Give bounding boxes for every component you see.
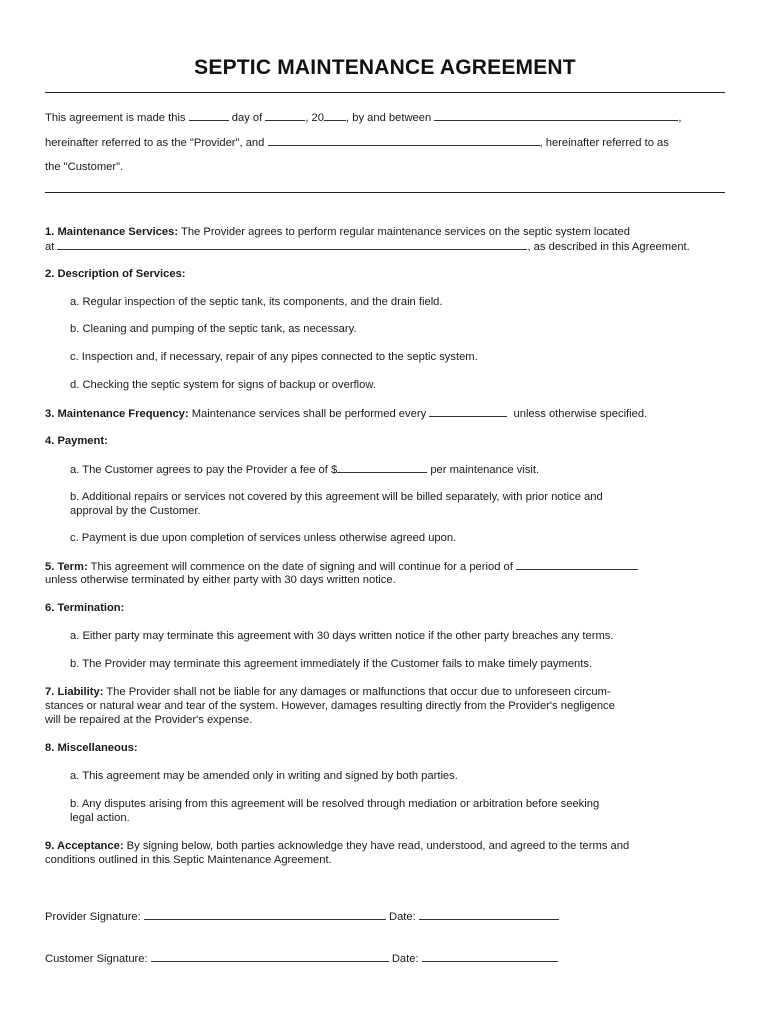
section-5-line-2: unless otherwise terminated by either party with 30 days written notice. — [45, 574, 396, 586]
provider-date-label: Date: — [389, 911, 416, 923]
section-2-item-c: c. Inspection and, if necessary, repair of any pipes connected to the septic system. — [70, 351, 478, 363]
section-2-item-a: a. Regular inspection of the septic tank, its components, and the drain field. — [70, 296, 443, 308]
provider-name-field[interactable] — [434, 110, 678, 121]
intro-line-1 — [45, 110, 681, 125]
customer-signature-row — [45, 951, 558, 966]
section-1-line-1 — [45, 225, 630, 239]
section-3-text: Maintenance services shall be performed every — [188, 408, 427, 420]
section-9-line-1 — [45, 839, 629, 853]
customer-signature-field[interactable] — [151, 951, 389, 962]
term-period-field[interactable] — [516, 559, 638, 570]
title-divider — [45, 92, 725, 93]
page-title: SEPTIC MAINTENANCE AGREEMENT — [194, 56, 576, 79]
year-field[interactable] — [324, 110, 346, 121]
section-4-item-c: c. Payment is due upon completion of services unless otherwise agreed upon. — [70, 532, 457, 544]
customer-date-label: Date: — [391, 953, 419, 965]
section-1-line-2 — [45, 239, 690, 254]
section-8-item-a: a. This agreement may be amended only in writing and signed by both parties. — [70, 770, 458, 782]
section-5-line-1 — [45, 559, 638, 574]
day-field[interactable] — [189, 110, 229, 121]
section-9-text: By signing below, both parties acknowledge they have read, understood, and agreed to the terms and — [123, 840, 630, 852]
section-8-item-b-line-1: b. Any disputes arising from this agreement will be resolved through mediation or arbitration before seeking — [70, 798, 600, 810]
section-4-heading: 4. Payment: — [45, 435, 108, 447]
customer-date-field[interactable] — [422, 951, 558, 962]
section-3-heading: 3. Maintenance Frequency: — [45, 408, 189, 420]
section-2-item-b: b. Cleaning and pumping of the septic tank, as necessary. — [70, 323, 357, 335]
section-4-text: a. The Customer agrees to pay the Provider a fee of $ — [70, 464, 338, 476]
provider-date-field[interactable] — [419, 909, 559, 920]
section-1-text: The Provider agrees to perform regular maintenance services on the septic system located — [178, 226, 630, 238]
section-9-line-2: conditions outlined in this Septic Maintenance Agreement. — [45, 854, 332, 866]
section-3-line — [45, 406, 647, 421]
section-6-item-a: a. Either party may terminate this agreement with 30 days written notice if the other party breaches any terms. — [70, 630, 614, 642]
intro-text: , 20 — [305, 112, 325, 124]
intro-text: , — [678, 112, 682, 124]
fee-field[interactable] — [337, 462, 427, 473]
section-8-heading: 8. Miscellaneous: — [45, 742, 138, 754]
section-1-text: at — [45, 241, 55, 253]
section-4-item-b-line-1: b. Additional repairs or services not covered by this agreement will be billed separately, with prior notice and — [70, 491, 603, 503]
frequency-field[interactable] — [429, 406, 507, 417]
section-3-text: unless otherwise specified. — [513, 408, 648, 420]
intro-line-2 — [45, 135, 669, 150]
intro-divider — [45, 192, 725, 193]
provider-signature-field[interactable] — [144, 909, 386, 920]
section-2-heading: 2. Description of Services: — [45, 268, 186, 280]
section-7-line-3: will be repaired at the Provider's expense. — [45, 714, 253, 726]
section-4-text: per maintenance visit. — [430, 464, 540, 476]
system-location-field[interactable] — [57, 239, 527, 250]
section-4-item-a — [70, 462, 539, 477]
section-2-item-d: d. Checking the septic system for signs of backup or overflow. — [70, 379, 376, 391]
section-9-heading: 9. Acceptance: — [45, 840, 124, 852]
intro-text: , by and between — [346, 112, 432, 124]
provider-signature-row — [45, 909, 559, 924]
section-6-item-b: b. The Provider may terminate this agreement immediately if the Customer fails to make timely payments. — [70, 658, 593, 670]
section-1-heading: 1. Maintenance Services: — [45, 226, 179, 238]
section-7-heading: 7. Liability: — [45, 686, 104, 698]
section-5-heading: 5. Term: — [45, 561, 88, 573]
section-6-heading: 6. Termination: — [45, 602, 125, 614]
customer-signature-label: Customer Signature: — [45, 953, 148, 965]
section-5-text: This agreement will commence on the date of signing and will continue for a period of — [87, 561, 513, 573]
intro-text: , hereinafter referred to as — [539, 137, 669, 149]
section-8-item-b-line-2: legal action. — [70, 812, 130, 824]
customer-name-field[interactable] — [268, 135, 540, 146]
intro-text: This agreement is made this — [45, 112, 186, 124]
intro-text: day of — [231, 112, 263, 124]
section-1-text: , as described in this Agreement. — [527, 241, 690, 253]
section-7-line-2: stances or natural wear and tear of the system. However, damages resulting directly from the Provider's negligence — [45, 700, 615, 712]
section-4-item-b-line-2: approval by the Customer. — [70, 505, 201, 517]
month-field[interactable] — [265, 110, 305, 121]
intro-text: hereinafter referred to as the "Provider", and — [45, 137, 265, 149]
intro-line-3: the "Customer". — [45, 161, 124, 173]
section-7-text: The Provider shall not be liable for any damages or malfunctions that occur due to unforeseen circum- — [103, 686, 611, 698]
provider-signature-label: Provider Signature: — [45, 911, 141, 923]
section-7-line-1 — [45, 685, 611, 699]
